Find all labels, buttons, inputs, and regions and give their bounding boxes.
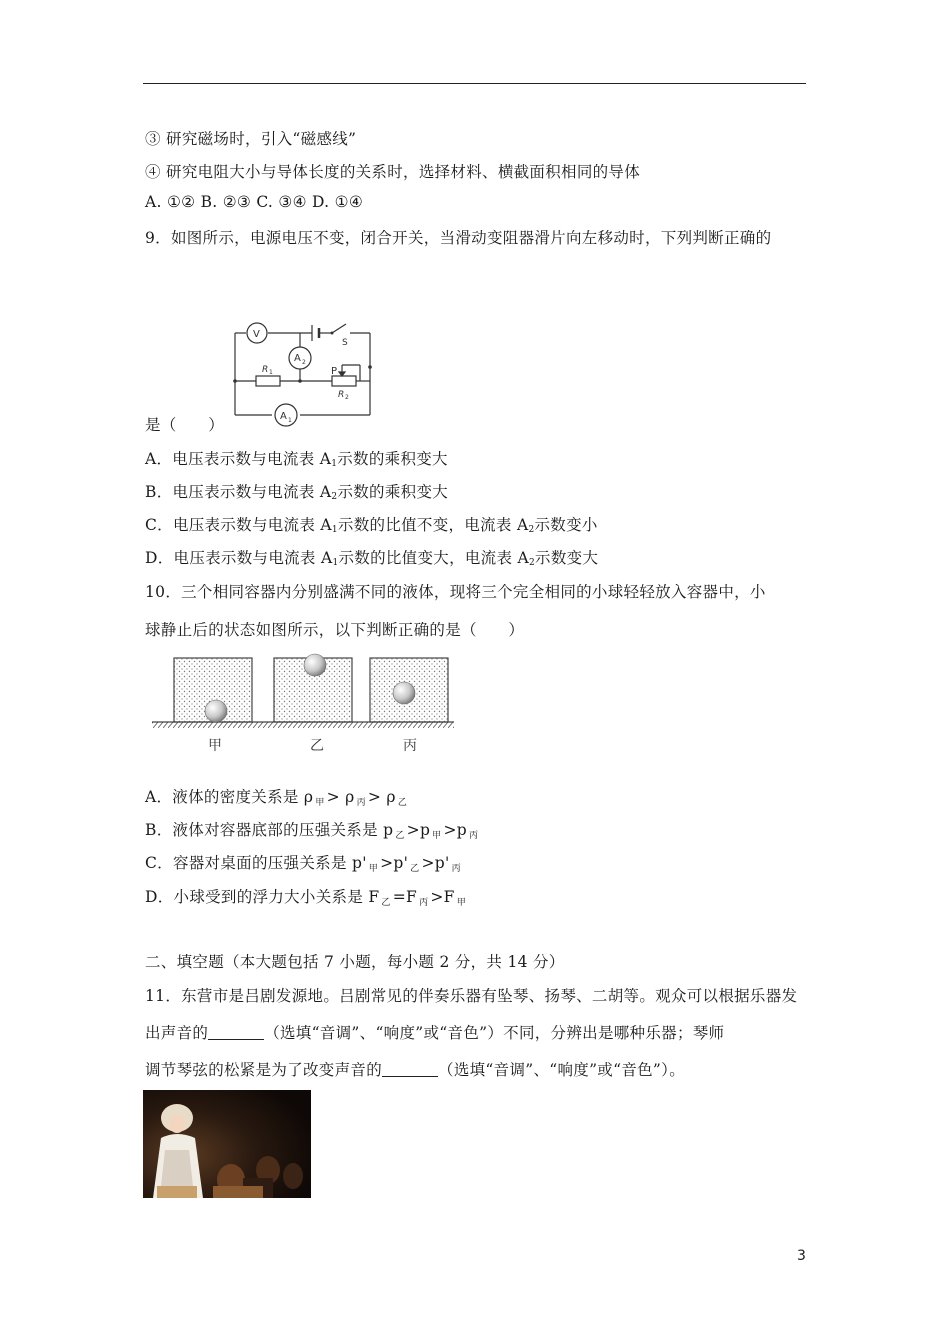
ammeter-a1-label: A bbox=[280, 411, 287, 422]
q9-option-c: C．电压表示数与电流表 $A_1$示数的比值不变，电流表 $A_2$示数变小 bbox=[145, 516, 598, 535]
page-number: 3 bbox=[797, 1248, 806, 1264]
q10-stem-1: 10．三个相同容器内分别盛满不同的液体，现将三个完全相同的小球轻轻放入容器中，小 bbox=[145, 583, 766, 601]
container-label-jia: 甲 bbox=[208, 738, 222, 754]
q10-option-a: A．液体的密度关系是 ρ 甲 > ρ 丙 > ρ 乙 bbox=[145, 788, 408, 808]
q10-containers-diagram bbox=[148, 650, 458, 760]
q9-option-a: A．电压表示数与电流表 $A_1$示数的乘积变大 bbox=[145, 450, 448, 469]
section-2-heading: 二、填空题（本大题包括 7 小题，每小题 2 分，共 14 分） bbox=[145, 953, 565, 971]
q11-line-3: 调节琴弦的松紧是为了改变声音的 （选填“音调”、“响度”或“音色”）。 bbox=[145, 1061, 686, 1079]
q10-option-b: B．液体对容器底部的压强关系是 p 乙 >p 甲 >p 丙 bbox=[145, 821, 479, 841]
q11-line-2: 出声音的 （选填“音调”、“响度”或“音色”）不同，分辨出是哪种乐器；琴师 bbox=[145, 1024, 725, 1042]
container-label-bing: 丙 bbox=[403, 738, 417, 754]
q8-item-3: ③ 研究磁场时，引入“磁感线” bbox=[145, 130, 357, 148]
q9-option-b: B．电压表示数与电流表 $A_2$示数的乘积变大 bbox=[145, 483, 449, 502]
r2-label: R bbox=[338, 390, 345, 400]
ball-bing bbox=[393, 682, 415, 704]
q10-stem-2: 球静止后的状态如图所示，以下判断正确的是（ ） bbox=[145, 621, 525, 639]
q11-line-1: 11．东营市是吕剧发源地。吕剧常见的伴奏乐器有坠琴、扬琴、二胡等。观众可以根据乐器发 bbox=[145, 987, 798, 1005]
q10-option-c: C．容器对桌面的压强关系是 p' 甲 >p' 乙 >p' 丙 bbox=[145, 854, 461, 874]
r1-label: R bbox=[262, 365, 269, 375]
switch-label: S bbox=[342, 338, 348, 348]
q8-item-4: ④ 研究电阻大小与导体长度的关系时，选择材料、横截面积相同的导体 bbox=[145, 163, 641, 181]
ammeter-a1-sub: 1 bbox=[288, 417, 292, 424]
ammeter-a2-sub: 2 bbox=[302, 359, 306, 366]
q10-option-d: D．小球受到的浮力大小关系是 F 乙 =F 丙 >F 甲 bbox=[145, 888, 467, 908]
ball-yi bbox=[304, 654, 326, 676]
container-label-yi: 乙 bbox=[310, 738, 324, 754]
q9-option-d: D．电压表示数与电流表 $A_1$示数的比值变大，电流表 $A_2$示数变大 bbox=[145, 549, 599, 568]
q11-blank-2[interactable] bbox=[382, 1062, 438, 1077]
r2-sub: 2 bbox=[345, 394, 349, 401]
r1-sub: 1 bbox=[269, 369, 273, 376]
lu-opera-photo bbox=[143, 1090, 311, 1198]
q11-blank-1[interactable] bbox=[208, 1025, 264, 1040]
q9-stem: 9．如图所示，电源电压不变，闭合开关，当滑动变阻器滑片向左移动时，下列判断正确的 bbox=[145, 229, 772, 247]
q9-circuit-diagram bbox=[228, 315, 378, 427]
q8-options: A. ①② B. ②③ C. ③④ D. ①④ bbox=[145, 193, 364, 211]
voltmeter-label: V bbox=[253, 329, 260, 340]
ammeter-a2-label: A bbox=[294, 353, 301, 364]
slider-label: P bbox=[331, 366, 338, 377]
header-rule bbox=[143, 83, 806, 84]
q9-stem-end: 是（ ） bbox=[145, 416, 225, 434]
ball-jia bbox=[205, 700, 227, 722]
